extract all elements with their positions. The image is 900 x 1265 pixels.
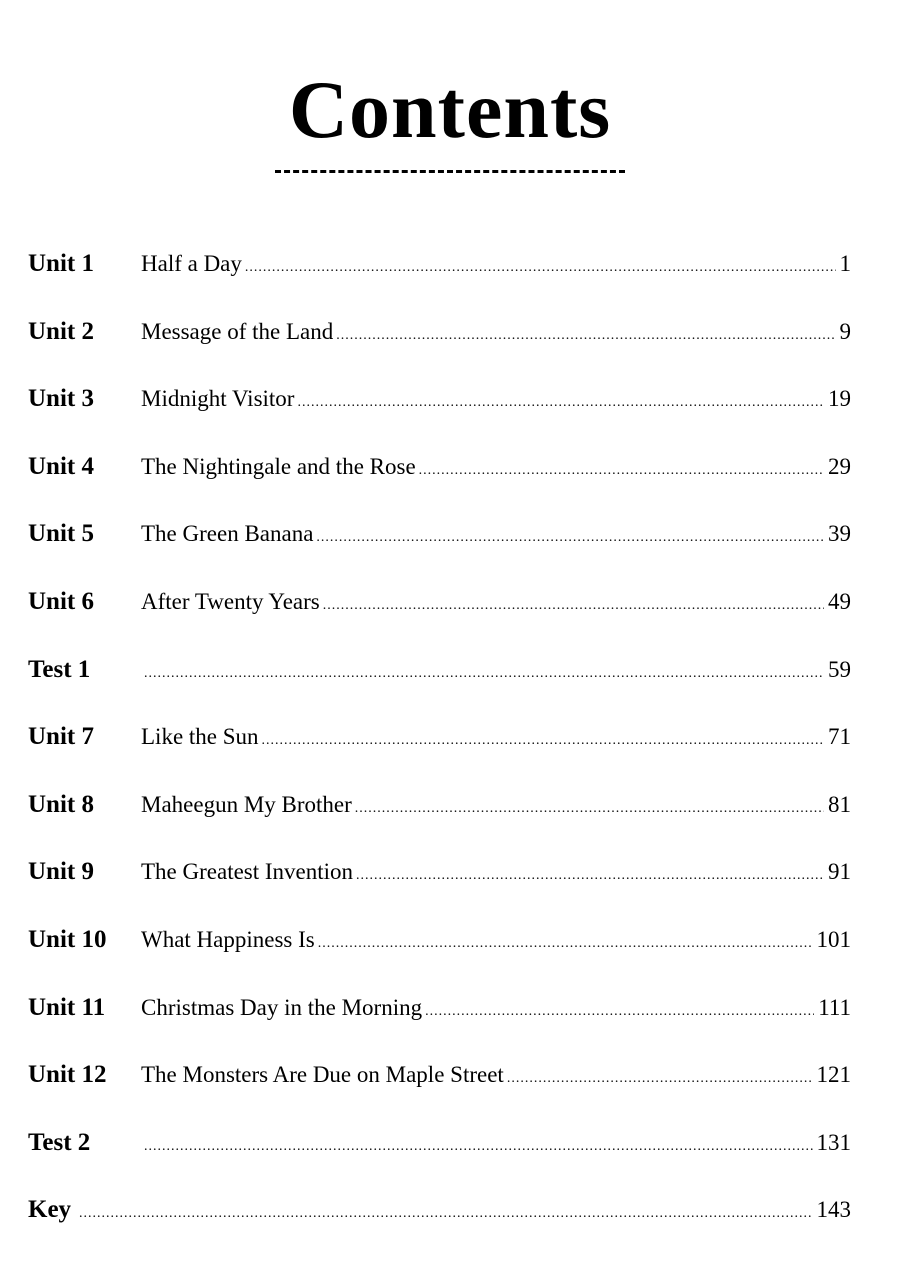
toc-entry-page-number: 131 (816, 1129, 851, 1155)
toc-entry-key[interactable] (28, 1187, 851, 1255)
toc-entry-page-number: 121 (816, 1062, 851, 1088)
title-dashed-divider (275, 170, 625, 173)
toc-entry-page-number: 71 (828, 724, 851, 750)
toc-entry-label: Test 1 (28, 655, 91, 683)
toc-entry-unit-9[interactable] (28, 849, 851, 917)
toc-entry-title: Like the Sun (141, 724, 259, 750)
dot-leader (297, 380, 824, 426)
toc-entry-page-number: 111 (818, 994, 851, 1020)
dot-leader (318, 921, 813, 967)
toc-entry-page-number: 49 (828, 588, 851, 614)
toc-entry-label: Unit 8 (28, 790, 94, 818)
toc-entry-test-1[interactable] (28, 647, 851, 715)
toc-entry-label: Unit 7 (28, 723, 94, 751)
dot-leader (79, 1191, 813, 1237)
toc-entry-page-number: 39 (828, 521, 851, 547)
toc-entry-label: Test 2 (28, 1128, 91, 1156)
toc-entry-page-number: 101 (816, 926, 851, 952)
toc-entry-unit-12[interactable] (28, 1052, 851, 1120)
toc-entry-unit-8[interactable] (28, 782, 851, 850)
toc-entry-label: Unit 11 (28, 993, 106, 1021)
toc-entry-title: The Green Banana (141, 521, 314, 547)
toc-entry-label: Unit 6 (28, 587, 94, 615)
toc-entry-unit-11[interactable] (28, 985, 851, 1053)
page-title: Contents (288, 64, 612, 155)
dot-leader (419, 448, 824, 494)
toc-entry-unit-4[interactable] (28, 444, 851, 512)
toc-entry-label: Unit 2 (28, 317, 94, 345)
toc-entry-page-number: 91 (828, 859, 851, 885)
toc-entry-unit-5[interactable] (28, 511, 851, 579)
toc-entry-page-number: 9 (839, 318, 851, 344)
toc-entry-title: The Monsters Are Due on Maple Street (141, 1062, 504, 1088)
toc-entry-title: Midnight Visitor (141, 386, 295, 412)
toc-entry-unit-10[interactable] (28, 917, 851, 985)
toc-entry-unit-1[interactable] (28, 241, 851, 309)
dot-leader (425, 989, 814, 1035)
dot-leader (262, 718, 824, 764)
toc-entry-title: Half a Day (141, 251, 242, 276)
dot-leader (507, 1056, 813, 1102)
toc-entry-title: After Twenty Years (141, 588, 320, 614)
toc-entry-title: The Greatest Invention (141, 859, 354, 885)
toc-entry-title: Message of the Land (141, 318, 334, 344)
toc-entry-label: Unit 4 (28, 452, 94, 480)
toc-entry-label: Unit 3 (28, 385, 94, 413)
toc-entry-page-number: 19 (828, 386, 851, 412)
dot-leader (245, 245, 836, 291)
dot-leader (316, 515, 824, 561)
toc-entry-test-2[interactable] (28, 1120, 851, 1188)
toc-entry-page-number: 143 (816, 1197, 851, 1223)
toc-entry-title: The Nightingale and the Rose (141, 453, 416, 479)
toc-entry-title: Maheegun My Brother (141, 791, 352, 817)
toc-entry-page-number: 59 (828, 656, 851, 682)
table-of-contents (28, 241, 851, 1255)
toc-entry-title: Christmas Day in the Morning (141, 994, 423, 1020)
toc-entry-label: Unit 10 (28, 925, 107, 953)
toc-entry-unit-7[interactable] (28, 714, 851, 782)
dot-leader (323, 583, 824, 629)
toc-entry-unit-3[interactable] (28, 376, 851, 444)
toc-entry-unit-2[interactable] (28, 309, 851, 377)
toc-entry-page-number: 29 (828, 453, 851, 479)
toc-entry-title: What Happiness Is (141, 926, 315, 952)
toc-entry-unit-6[interactable] (28, 579, 851, 647)
toc-entry-label: Unit 9 (28, 858, 94, 886)
dot-leader (356, 853, 824, 899)
toc-entry-label: Unit 5 (28, 520, 94, 548)
toc-entry-page-number: 1 (839, 251, 851, 276)
toc-entry-page-number: 81 (828, 791, 851, 817)
dot-leader (355, 786, 824, 832)
dot-leader (144, 651, 824, 697)
toc-entry-label: Unit 12 (28, 1061, 107, 1089)
dot-leader (144, 1124, 813, 1170)
toc-entry-label: Key (28, 1196, 72, 1224)
toc-entry-label: Unit 1 (28, 250, 94, 277)
dot-leader (336, 313, 835, 359)
